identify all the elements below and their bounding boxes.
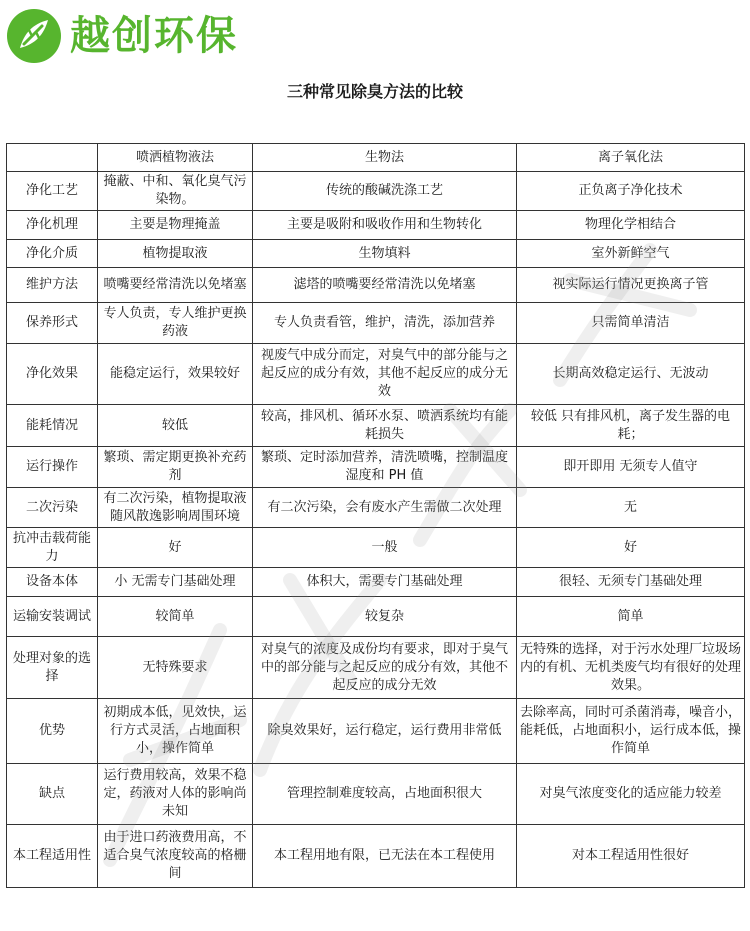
table-cell: 体积大，需要专门基础处理 (253, 568, 517, 597)
table-cell: 生物填料 (253, 240, 517, 268)
table-header-row (7, 144, 745, 172)
brand-name: 越创环保 (70, 13, 238, 59)
page-title: 三种常见除臭方法的比较 (286, 82, 463, 101)
table-row (7, 597, 745, 637)
row-label: 能耗情况 (7, 405, 98, 447)
table-cell: 无特殊要求 (98, 637, 253, 699)
table-cell: 管理控制难度较高，占地面积很大 (253, 764, 517, 825)
table-cell: 专人负责看管，维护，清洗，添加营养 (253, 303, 517, 344)
row-label: 处理对象的选择 (7, 637, 98, 699)
table-cell: 视实际运行情况更换离子管 (517, 268, 745, 303)
header-cell-spray: 喷洒植物液法 (98, 144, 253, 172)
table-cell: 繁琐、需定期更换补充药剂 (98, 447, 253, 488)
table-cell: 较低 (98, 405, 253, 447)
table-row (7, 699, 745, 764)
table-cell: 视废气中成分而定，对臭气中的部分能与之起反应的成分有效，其他不起反应的成分无效 (253, 344, 517, 405)
table-cell: 正负离子净化技术 (517, 172, 745, 211)
row-label: 优势 (7, 699, 98, 764)
table-cell: 无特殊的选择，对于污水处理厂垃圾场内的有机、无机类废气均有很好的处理效果。 (517, 637, 745, 699)
table-row (7, 764, 745, 825)
table-row (7, 240, 745, 268)
table-row (7, 211, 745, 240)
table-row (7, 268, 745, 303)
table-cell: 能稳定运行，效果较好 (98, 344, 253, 405)
row-label: 本工程适用性 (7, 825, 98, 888)
row-label: 保养形式 (7, 303, 98, 344)
table-cell: 较高，排风机、循环水泵、喷洒系统均有能耗损失 (253, 405, 517, 447)
table-cell: 掩蔽、中和、氧化臭气污染物。 (98, 172, 253, 211)
header-cell-ion: 离子氧化法 (517, 144, 745, 172)
table-cell: 小 无需专门基础处理 (98, 568, 253, 597)
row-label: 净化工艺 (7, 172, 98, 211)
row-label: 抗冲击载荷能力 (7, 528, 98, 568)
table-cell: 长期高效稳定运行、无波动 (517, 344, 745, 405)
table-cell: 繁琐、定时添加营养，清洗喷嘴，控制温度湿度和 PH 值 (253, 447, 517, 488)
row-label: 净化机理 (7, 211, 98, 240)
table-cell: 较低 只有排风机，离子发生器的电耗； (517, 405, 745, 447)
table-cell: 对臭气浓度变化的适应能力较差 (517, 764, 745, 825)
table-row (7, 825, 745, 888)
table-cell: 由于进口药液费用高，不适合臭气浓度较高的格栅间 (98, 825, 253, 888)
table-cell: 运行费用较高，效果不稳定，药液对人体的影响尚未知 (98, 764, 253, 825)
table-cell: 主要是吸附和吸收作用和生物转化 (253, 211, 517, 240)
table-cell: 专人负责，专人维护更换药液 (98, 303, 253, 344)
row-label: 设备本体 (7, 568, 98, 597)
table-cell: 传统的酸碱洗涤工艺 (253, 172, 517, 211)
table-cell: 物理化学相结合 (517, 211, 745, 240)
table-cell: 主要是物理掩盖 (98, 211, 253, 240)
table-cell: 有二次污染，会有废水产生需做二次处理 (253, 488, 517, 528)
table-row (7, 447, 745, 488)
table-cell: 好 (98, 528, 253, 568)
header-cell-bio: 生物法 (253, 144, 517, 172)
table-row (7, 172, 745, 211)
table-cell: 滤塔的喷嘴要经常清洗以免堵塞 (253, 268, 517, 303)
table-cell: 只需简单清洁 (517, 303, 745, 344)
table-cell: 去除率高，同时可杀菌消毒，噪音小，能耗低，占地面积小，运行成本低，操作简单 (517, 699, 745, 764)
brand-logo (6, 8, 238, 64)
row-label: 二次污染 (7, 488, 98, 528)
table-cell: 初期成本低，见效快，运行方式灵活，占地面积小，操作简单 (98, 699, 253, 764)
row-label: 净化介质 (7, 240, 98, 268)
table-row (7, 488, 745, 528)
table-cell: 较复杂 (253, 597, 517, 637)
table-cell: 有二次污染，植物提取液随风散逸影响周围环境 (98, 488, 253, 528)
row-label: 维护方法 (7, 268, 98, 303)
table-cell: 好 (517, 528, 745, 568)
row-label: 净化效果 (7, 344, 98, 405)
table-cell: 一般 (253, 528, 517, 568)
table-cell: 喷嘴要经常清洗以免堵塞 (98, 268, 253, 303)
table-cell: 室外新鲜空气 (517, 240, 745, 268)
comparison-table (6, 143, 745, 888)
table-cell: 即开即用 无须专人值守 (517, 447, 745, 488)
row-label: 运行操作 (7, 447, 98, 488)
table-cell: 无 (517, 488, 745, 528)
row-label: 运输安装调试 (7, 597, 98, 637)
table-cell: 很轻、无须专门基础处理 (517, 568, 745, 597)
table-row (7, 637, 745, 699)
table-row (7, 568, 745, 597)
table-cell: 简单 (517, 597, 745, 637)
table-cell: 较简单 (98, 597, 253, 637)
table-cell: 植物提取液 (98, 240, 253, 268)
table-cell: 本工程用地有限，已无法在本工程使用 (253, 825, 517, 888)
table-cell: 对本工程适用性很好 (517, 825, 745, 888)
header-cell-empty (7, 144, 98, 172)
table-row (7, 405, 745, 447)
table-row (7, 303, 745, 344)
row-label: 缺点 (7, 764, 98, 825)
table-row (7, 344, 745, 405)
table-row (7, 528, 745, 568)
leaf-logo-icon (6, 8, 62, 64)
table-cell: 除臭效果好，运行稳定，运行费用非常低 (253, 699, 517, 764)
table-cell: 对臭气的浓度及成份均有要求，即对于臭气中的部分能与之起反应的成分有效，其他不起反应的成分无效 (253, 637, 517, 699)
